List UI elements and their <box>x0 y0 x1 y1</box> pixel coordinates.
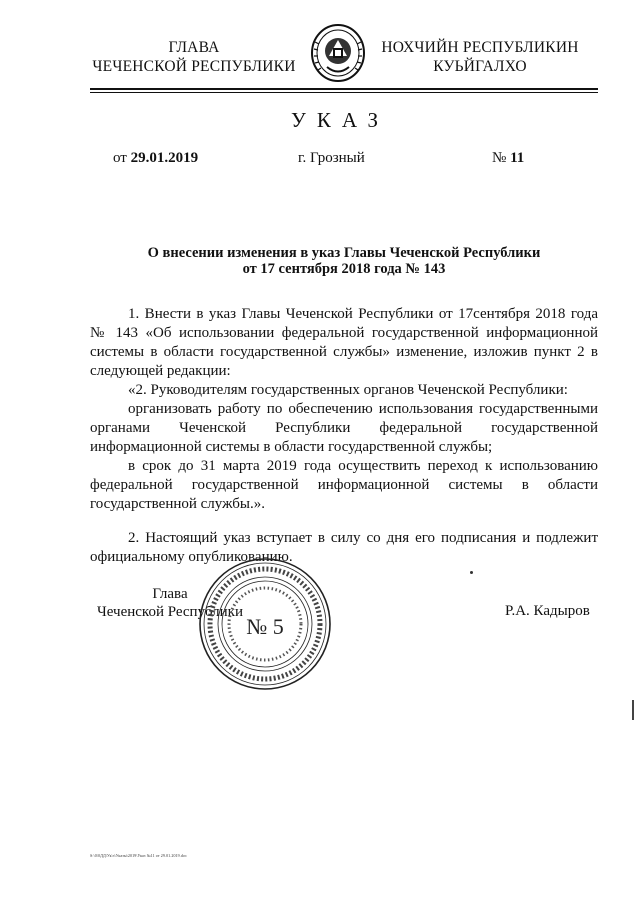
header-right-line1: НОХЧИЙН РЕСПУБЛИКИН <box>381 39 579 56</box>
subject-line1: О внесении изменения в указ Главы Чеченской Республики <box>147 245 541 261</box>
number-value: 11 <box>510 150 525 166</box>
signatory-name: Р.А. Кадыров <box>505 603 590 619</box>
document-number <box>492 150 524 167</box>
document-city: г. Грозный <box>298 150 365 166</box>
header-right-line2: КУЬЙГАЛХО <box>433 58 527 75</box>
document-title: УКАЗ <box>290 108 390 132</box>
header-left-line1: ГЛАВА <box>168 39 220 56</box>
paragraph-2: «2. Руководителям государственных органов Чеченской Республики: <box>128 382 568 398</box>
paragraph-5: 2. Настоящий указ вступает в силу со дня его подписания и подлежит официальному опубликованию. <box>90 530 598 565</box>
scan-edge-mark <box>632 700 634 720</box>
header-rule-thick <box>90 88 598 90</box>
header-rule-thin <box>90 92 598 93</box>
document-subject <box>90 245 598 277</box>
signatory-title-line2: Чеченской Республики <box>97 604 243 620</box>
paragraph-3: организовать работу по обеспечению использования государственными органами Чеченской Республики федеральной государственной информационной системы в области государственной службы; <box>90 401 598 455</box>
number-prefix: № <box>492 150 507 166</box>
paragraph-4: в срок до 31 марта 2019 года осуществить переход к использованию федеральной государственной информационной системы в области государственной службы.». <box>90 458 598 512</box>
coat-of-arms-icon <box>309 22 367 84</box>
date-value: 29.01.2019 <box>130 150 199 166</box>
paragraph-1: 1. Внести в указ Главы Чеченской Республики от 17сентября 2018 года № 143 «Об использовании федеральной государственной информационной системы в области государственной службы» изменение, изложив пункт 2 в следующей редакции: <box>90 306 598 379</box>
date-prefix: от <box>113 150 127 166</box>
stamp-number: № 5 <box>246 614 284 639</box>
document-date <box>113 150 198 167</box>
header-right <box>370 38 590 76</box>
document-body <box>90 305 598 567</box>
header-left-line2: ЧЕЧЕНСКОЙ РЕСПУБЛИКИ <box>92 58 296 75</box>
file-path-footer: Ѕ:\0\0ДД\Ук\з\Указы\2019\Указ №11 от 29.01.2019.doc <box>90 853 187 858</box>
signatory-title-line1: Глава <box>152 586 188 602</box>
ink-dot <box>470 571 473 574</box>
official-stamp <box>197 556 333 692</box>
header-left <box>88 38 300 76</box>
subject-line2: от 17 сентября 2018 года № 143 <box>242 261 446 277</box>
